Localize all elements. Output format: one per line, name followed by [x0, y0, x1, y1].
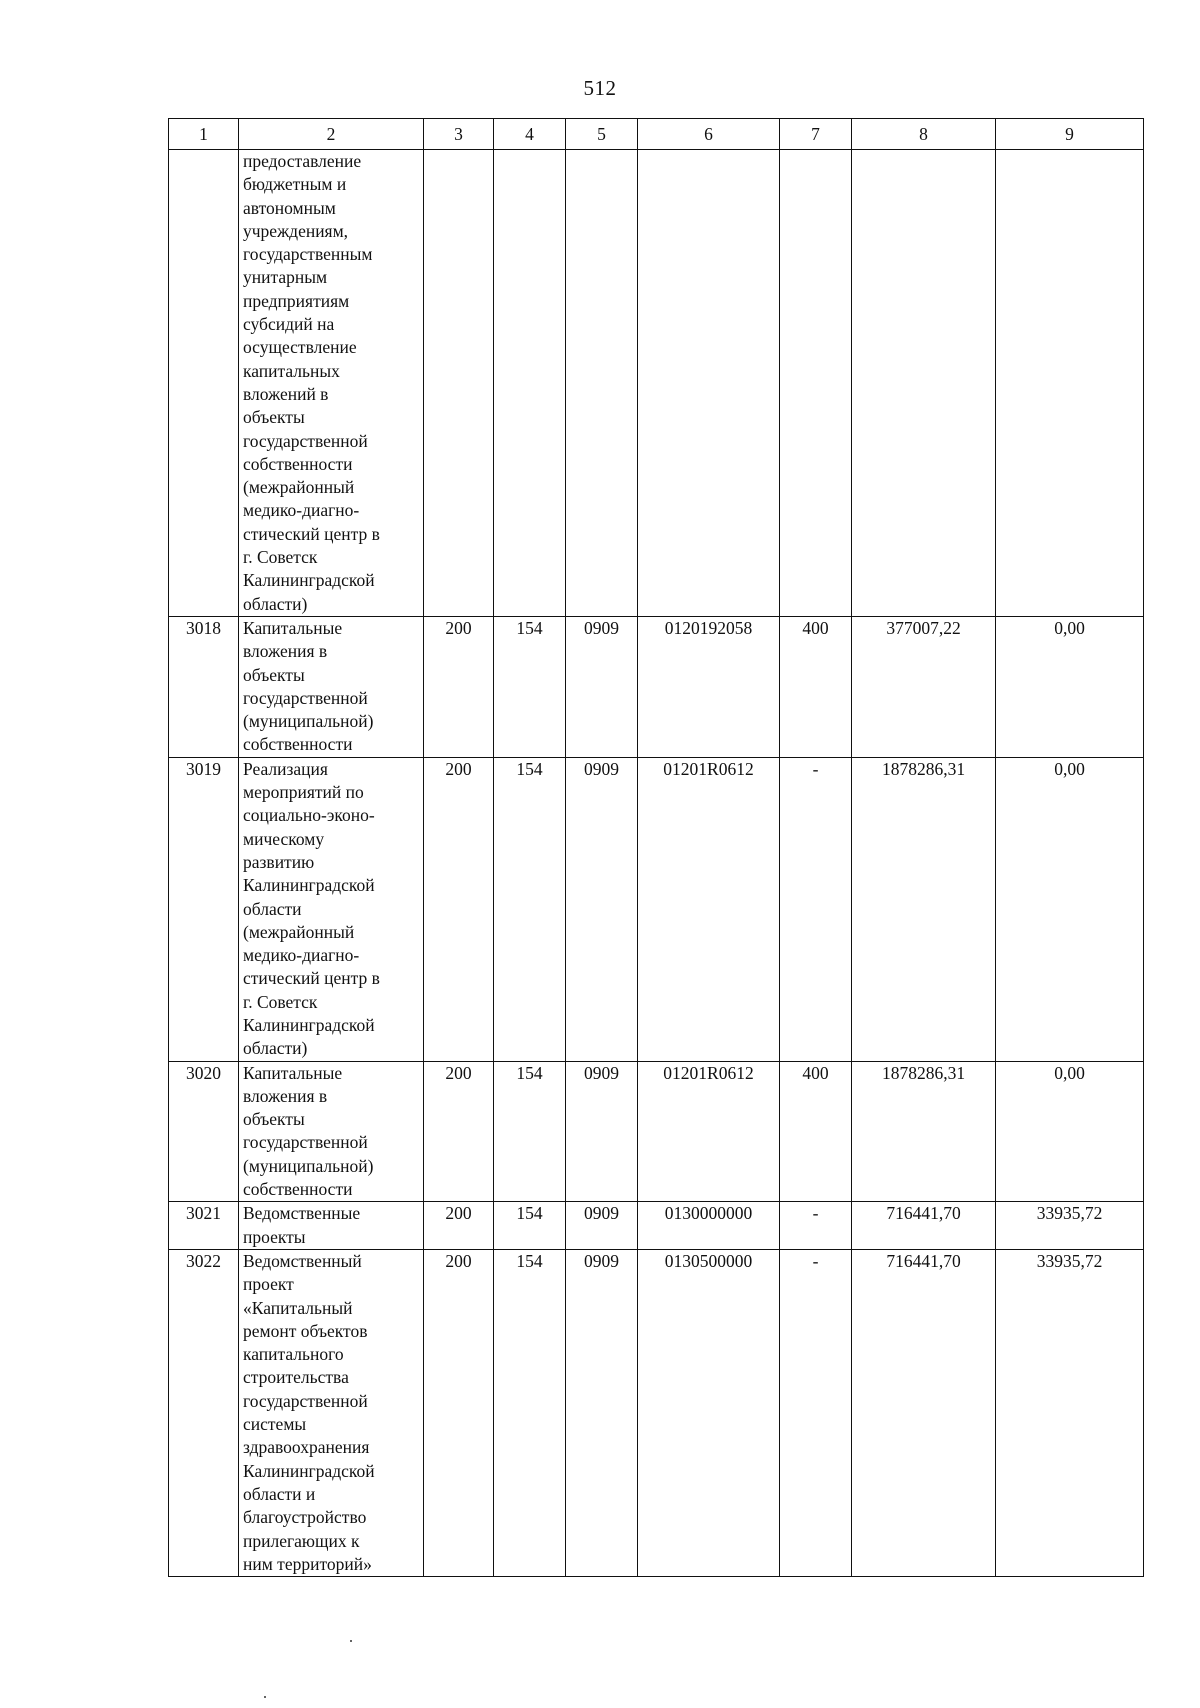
scan-speck: [350, 1640, 352, 1642]
target-article-code: 01201R0612: [638, 757, 780, 1061]
item-name-line: субсидий на: [243, 314, 335, 335]
item-name-line: государственным: [243, 244, 373, 265]
item-name-line: государственной: [243, 430, 368, 451]
item-name-line: социально-эконо-: [243, 805, 375, 826]
item-name-line: вложения в: [243, 641, 328, 662]
column-header: 3: [424, 119, 494, 150]
item-name-line: области и: [243, 1483, 316, 1504]
item-name-line: стический центр в: [243, 968, 380, 989]
item-name-line: проект: [243, 1274, 294, 1295]
department-code: 154: [494, 1061, 566, 1202]
ministry-code: 200: [424, 1061, 494, 1202]
item-name-line: благоустройство: [243, 1507, 367, 1528]
item-name-line: области): [243, 1038, 308, 1059]
item-name-line: медико-диагно-: [243, 945, 360, 966]
item-name-line: ремонт объектов: [243, 1320, 368, 1341]
empty-cell: [780, 150, 852, 617]
amount-col9: 0,00: [996, 757, 1144, 1061]
empty-cell: [494, 150, 566, 617]
item-name-line: Калининградской: [243, 875, 375, 896]
item-name: [239, 757, 424, 1061]
amount-col8: 716441,70: [852, 1202, 996, 1250]
empty-cell: [638, 150, 780, 617]
item-name-line: собственности: [243, 1179, 353, 1200]
page-number: 512: [583, 76, 617, 100]
item-name-line: (муниципальной): [243, 1155, 374, 1176]
item-name-line: учреждениям,: [243, 220, 349, 241]
item-name-line: мероприятий по: [243, 782, 364, 803]
column-header: 6: [638, 119, 780, 150]
department-code: 154: [494, 616, 566, 757]
amount-col8: 1878286,31: [852, 757, 996, 1061]
item-name-line: Реализация: [243, 758, 328, 779]
table-row: [169, 1061, 1144, 1202]
amount-col8: 377007,22: [852, 616, 996, 757]
item-name-line: области): [243, 593, 308, 614]
expense-type-code: 400: [780, 616, 852, 757]
column-header: 9: [996, 119, 1144, 150]
column-header: 4: [494, 119, 566, 150]
item-name-line: вложений в: [243, 383, 329, 404]
item-name-line: капитального: [243, 1344, 344, 1365]
item-name-line: бюджетным и: [243, 174, 347, 195]
item-name-line: (межрайонный: [243, 921, 355, 942]
row-number: [169, 150, 239, 617]
expense-type-code: -: [780, 757, 852, 1061]
item-name-line: здравоохранения: [243, 1437, 370, 1458]
amount-col9: 0,00: [996, 1061, 1144, 1202]
item-name: [239, 1249, 424, 1576]
target-article-code: 0120192058: [638, 616, 780, 757]
item-name-line: унитарным: [243, 267, 328, 288]
item-name-line: ним территорий»: [243, 1553, 372, 1574]
item-name-line: вложения в: [243, 1085, 328, 1106]
item-name-line: предприятиям: [243, 290, 350, 311]
target-article-code: 0130000000: [638, 1202, 780, 1250]
table-row: [169, 150, 1144, 617]
ministry-code: 200: [424, 1249, 494, 1576]
amount-col9: 0,00: [996, 616, 1144, 757]
column-header: 8: [852, 119, 996, 150]
item-name-line: стический центр в: [243, 523, 380, 544]
item-name-line: капитальных: [243, 360, 340, 381]
item-name-line: (муниципальной): [243, 711, 374, 732]
ministry-code: 200: [424, 1202, 494, 1250]
item-name-line: автономным: [243, 197, 336, 218]
item-name-line: Калининградской: [243, 570, 375, 591]
item-name-line: Ведомственные: [243, 1203, 361, 1224]
item-name: [239, 1202, 424, 1250]
table-row: [169, 757, 1144, 1061]
item-name-line: Ведомственный: [243, 1250, 362, 1271]
item-name-line: собственности: [243, 734, 353, 755]
target-article-code: 0130500000: [638, 1249, 780, 1576]
amount-col8: 716441,70: [852, 1249, 996, 1576]
item-name-line: медико-диагно-: [243, 500, 360, 521]
column-header: 5: [566, 119, 638, 150]
table-header-row: [169, 119, 1144, 150]
item-name-line: осуществление: [243, 337, 357, 358]
section-code: 0909: [566, 616, 638, 757]
scan-speck: [264, 1696, 266, 1698]
empty-cell: [852, 150, 996, 617]
row-number: 3018: [169, 616, 239, 757]
amount-col8: 1878286,31: [852, 1061, 996, 1202]
ministry-code: 200: [424, 616, 494, 757]
section-code: 0909: [566, 1202, 638, 1250]
column-header: 2: [239, 119, 424, 150]
item-name-line: строительства: [243, 1367, 349, 1388]
item-name-line: государственной: [243, 1132, 368, 1153]
expense-type-code: -: [780, 1249, 852, 1576]
item-name-line: (межрайонный: [243, 477, 355, 498]
item-name-line: государственной: [243, 687, 368, 708]
item-name-line: проекты: [243, 1226, 306, 1247]
target-article-code: 01201R0612: [638, 1061, 780, 1202]
item-name-line: объекты: [243, 1109, 305, 1130]
item-name-line: объекты: [243, 407, 305, 428]
item-name-line: системы: [243, 1414, 307, 1435]
section-code: 0909: [566, 1249, 638, 1576]
item-name: [239, 150, 424, 617]
item-name-line: области: [243, 898, 302, 919]
item-name-line: Калининградской: [243, 1014, 375, 1035]
item-name: [239, 1061, 424, 1202]
department-code: 154: [494, 757, 566, 1061]
item-name-line: «Капитальный: [243, 1297, 353, 1318]
amount-col9: 33935,72: [996, 1249, 1144, 1576]
department-code: 154: [494, 1249, 566, 1576]
table-row: [169, 1249, 1144, 1576]
section-code: 0909: [566, 1061, 638, 1202]
row-number: 3020: [169, 1061, 239, 1202]
column-header: 7: [780, 119, 852, 150]
budget-table: [168, 118, 1144, 1577]
item-name-line: государственной: [243, 1390, 368, 1411]
item-name-line: Капитальные: [243, 617, 343, 638]
expense-type-code: -: [780, 1202, 852, 1250]
ministry-code: 200: [424, 757, 494, 1061]
empty-cell: [566, 150, 638, 617]
item-name-line: г. Советск: [243, 991, 318, 1012]
expense-type-code: 400: [780, 1061, 852, 1202]
item-name-line: объекты: [243, 664, 305, 685]
row-number: 3019: [169, 757, 239, 1061]
item-name-line: мическому: [243, 828, 325, 849]
row-number: 3021: [169, 1202, 239, 1250]
item-name-line: г. Советск: [243, 547, 318, 568]
item-name-line: Калининградской: [243, 1460, 375, 1481]
item-name-line: предоставление: [243, 151, 362, 171]
item-name-line: Капитальные: [243, 1062, 343, 1083]
section-code: 0909: [566, 757, 638, 1061]
empty-cell: [424, 150, 494, 617]
row-number: 3022: [169, 1249, 239, 1576]
table-row: [169, 1202, 1144, 1250]
item-name-line: собственности: [243, 453, 353, 474]
item-name: [239, 616, 424, 757]
column-header: 1: [169, 119, 239, 150]
item-name-line: прилегающих к: [243, 1530, 360, 1551]
department-code: 154: [494, 1202, 566, 1250]
empty-cell: [996, 150, 1144, 617]
item-name-line: развитию: [243, 851, 315, 872]
amount-col9: 33935,72: [996, 1202, 1144, 1250]
table-row: [169, 616, 1144, 757]
